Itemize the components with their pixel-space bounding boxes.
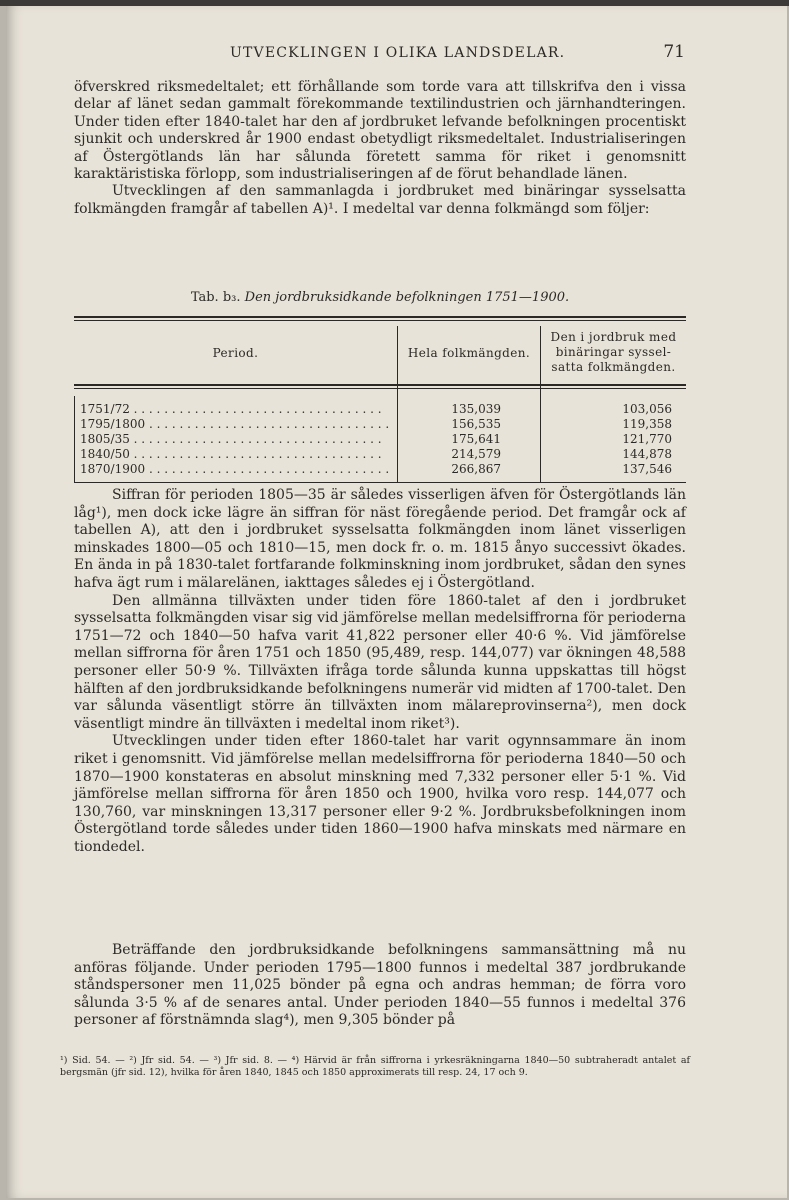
cell-period: 1795/1800 . . . [80, 417, 390, 432]
column-header-agri: Den i jordbruk med binäringar syssel-satta folkmängden. [550, 330, 677, 374]
table-row [74, 417, 686, 432]
cell-agri: 144,878 [622, 447, 672, 461]
page-number: 71 [663, 42, 685, 62]
table-rule [74, 388, 686, 389]
table-row [74, 432, 686, 447]
cell-total: 175,641 [451, 432, 501, 446]
column-header-period: Period. [212, 346, 259, 360]
paragraph: Den allmänna tillväxten under tiden före 1860-talet af den i jordbruket sysselsatta folkmängden visar sig vid jämförelse mellan medelsiffrorna för perioderna 1751—72 och 1840—50 hafva varit 41,822 personer eller 40·6 %. Vid jämförelse mellan siffrorna för åren 1751 och 1850 (95,489, resp. 144,077) var ökningen 48,588 personer eller 50·9 %. Tillväxten ifråga torde sålunda kunna uppskattas till högst hälften af den jordbruksidkande befolkningens numerär vid midten af 1700-talet. Den var sålunda väsentligt större än tillväxten inom mälareprovinserna²), men dock väsentligt mindre än tillväxten i medeltal inom riket³). [74, 592, 686, 732]
paragraph: Siffran för perioden 1805—35 är således visserligen äfven för Östergötlands län låg¹), men dock icke lägre än siffran för näst föregående period. Det framgår ock af tabellen A), att den i jordbruket sysselsatta folkmängden inom länet visserligen minskades 1800—05 och 1810—15, men dock fr. o. m. 1815 ånyo successivt ökades. En ända in på 1830-talet fortfarande folkminskning inom jordbruket, sådan den synes hafva ägt rum i mälarelänen, iakttages således ej i Östergötland. [74, 487, 686, 591]
cell-total: 156,535 [451, 417, 501, 431]
paragraph: öfverskred riksmedeltalet; ett förhållande som torde vara att tillskrifva den i vissa delar af länet sedan gammalt förekommande textilindustrien och järnhandteringen. Under tiden efter 1840-talet har den af jordbruket lefvande befolkningen procentiskt sjunkit och underskred år 1900 endast obetydligt riksmedeltalet. Industrialiseringen af Östergötlands län har sålunda företett samma för riket i genomsnitt karaktäristiska förlopp, som industrialiseringen af de förut behandlade länen. [74, 79, 686, 183]
table-rule [74, 316, 686, 318]
cell-agri: 137,546 [622, 462, 672, 476]
table-row [74, 402, 686, 417]
cell-period: 1805/35 . . . [80, 432, 390, 447]
table-caption [74, 290, 686, 305]
text-block-middle [74, 487, 686, 856]
cell-period: 1840/50 . . . [80, 447, 390, 462]
table-label: Tab. b₃. [190, 290, 241, 305]
table-row [74, 462, 686, 477]
cell-period: 1870/1900 . . . [80, 462, 390, 477]
cell-agri: 119,358 [622, 417, 672, 431]
table-rule [74, 384, 686, 386]
cell-period: 1751/72 . . . [80, 402, 390, 417]
paragraph: Beträffande den jordbruksidkande befolkningens sammansättning må nu anföras följande. Under perioden 1795—1800 funnos i medeltal 387 jordbrukande ståndspersoner men 11,025 bönder på egna och andras hemman; de förra voro sålunda 3·5 % af de senares antal. Under perioden 1840—55 funnos i medeltal 376 personer af förstnämnda slag⁴), men 9,305 bönder på [74, 942, 686, 1029]
running-title: UTVECKLINGEN I OLIKA LANDSDELAR. [230, 45, 566, 61]
table-rule [74, 482, 686, 483]
data-table [74, 316, 686, 484]
table-row [74, 447, 686, 462]
text-block-top [74, 79, 686, 218]
cell-total: 266,867 [451, 462, 501, 476]
paragraph: Utvecklingen af den sammanlagda i jordbruket med binäringar sysselsatta folkmängden framgår af tabellen A)¹. I medeltal var denna folkmängd som följer: [74, 183, 686, 217]
paragraph: Utvecklingen under tiden efter 1860-talet har varit ogynnsammare än inom riket i genomsnitt. Vid jämförelse mellan medelsiffrorna för perioderna 1840—50 och 1870—1900 konstateras en absolut minskning med 7,332 personer eller 5·1 %. Vid jämförelse mellan siffrorna för åren 1850 och 1900, hvilka voro resp. 144,077 och 130,760, var minskningen 13,317 personer eller 9·2 %. Jordbruksbefolkningen inom Östergötland torde således under tiden 1860—1900 hafva minskats med närmare en tiondedel. [74, 733, 686, 855]
cell-agri: 103,056 [622, 402, 672, 416]
column-header-total: Hela folkmängden. [407, 346, 531, 360]
table-rule [74, 320, 686, 321]
footnote: ¹) Sid. 54. — ²) Jfr sid. 54. — ³) Jfr sid. 8. — ⁴) Härvid är från siffrorna i yrkesräkningarna 1840—50 subtraheradt antalet af bergsmän (jfr sid. 12), hvilka för åren 1840, 1845 och 1850 approximerats till resp. 24, 17 och 9. [60, 1055, 690, 1078]
cell-agri: 121,770 [622, 432, 672, 446]
text-block-bottom [74, 942, 686, 1030]
cell-total: 214,579 [451, 447, 501, 461]
cell-total: 135,039 [451, 402, 501, 416]
table-title: Den jordbruksidkande befolkningen 1751—1900. [244, 290, 570, 305]
footnotes [60, 1055, 690, 1079]
